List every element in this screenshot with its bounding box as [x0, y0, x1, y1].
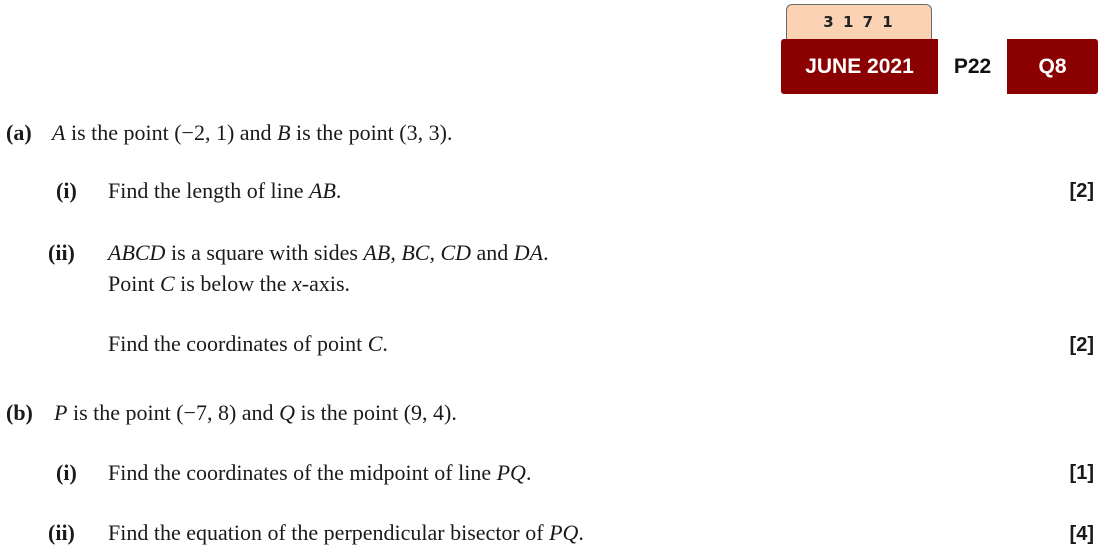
marks-a-i: [2]	[1069, 180, 1094, 202]
statement-text: is the point (−7, 8) and	[67, 400, 280, 425]
question-text: Find the coordinates of the midpoint of line	[108, 460, 497, 485]
part-a-ii-label: (ii)	[48, 240, 75, 265]
question-text: is below the	[174, 271, 292, 296]
part-a-label: (a)	[6, 120, 32, 145]
part-b-label: (b)	[6, 400, 33, 425]
part-b-statement	[54, 400, 457, 426]
marks-a-ii: [2]	[1069, 334, 1094, 356]
part-a-ii-line3	[108, 331, 388, 357]
part-a-statement	[52, 120, 452, 146]
point-b: B	[277, 120, 291, 145]
line-ab: AB	[309, 178, 336, 203]
statement-text: is the point (9, 4).	[294, 400, 457, 425]
question-text: Find the length of line	[108, 178, 310, 203]
point-c: C	[159, 271, 175, 296]
part-a-i-question	[108, 178, 341, 204]
point-a: A	[52, 120, 66, 145]
side-cd: CD	[440, 240, 471, 265]
line-pq: PQ	[549, 520, 579, 545]
question-text: Point	[108, 271, 160, 296]
question-text: .	[382, 331, 388, 356]
part-a-i-label: (i)	[56, 178, 77, 203]
statement-text: is the point (3, 3).	[290, 120, 453, 145]
question-number: Q8	[1038, 55, 1067, 78]
x-variable: x	[291, 271, 302, 296]
paper-number: P22	[938, 39, 1007, 94]
line-pq: PQ	[496, 460, 526, 485]
question-text: and	[471, 240, 514, 265]
question-text: ,	[390, 240, 402, 265]
question-text: -axis.	[301, 271, 351, 296]
part-b-i-question	[108, 460, 531, 486]
question-text: is a square with sides	[165, 240, 364, 265]
part-b-ii-label: (ii)	[48, 520, 75, 545]
question-text: .	[578, 520, 584, 545]
question-text: .	[543, 240, 549, 265]
side-ab: AB	[363, 240, 391, 265]
question-text: .	[525, 460, 532, 485]
part-b-i-label: (i)	[56, 460, 77, 485]
question-text: Find the coordinates of point	[108, 331, 368, 356]
point-c: C	[367, 331, 383, 356]
part-a-ii-line1	[108, 240, 549, 266]
question-text: .	[335, 178, 342, 203]
part-a-ii-line2	[108, 271, 350, 297]
part-b-ii-question	[108, 520, 584, 546]
exam-session: JUNE 2021	[805, 55, 914, 78]
point-q: Q	[279, 400, 295, 425]
side-da: DA	[513, 240, 544, 265]
side-bc: BC	[401, 240, 430, 265]
question-badge	[781, 39, 1098, 94]
question-text: ,	[429, 240, 441, 265]
paper-code-tab: 3 1 7 1	[786, 4, 932, 40]
statement-text: is the point (−2, 1) and	[65, 120, 278, 145]
point-p: P	[54, 400, 68, 425]
marks-b-ii: [4]	[1069, 523, 1094, 545]
question-text: Find the equation of the perpendicular bisector of	[108, 520, 550, 545]
marks-b-i: [1]	[1069, 462, 1094, 484]
square-abcd: ABCD	[108, 240, 166, 265]
